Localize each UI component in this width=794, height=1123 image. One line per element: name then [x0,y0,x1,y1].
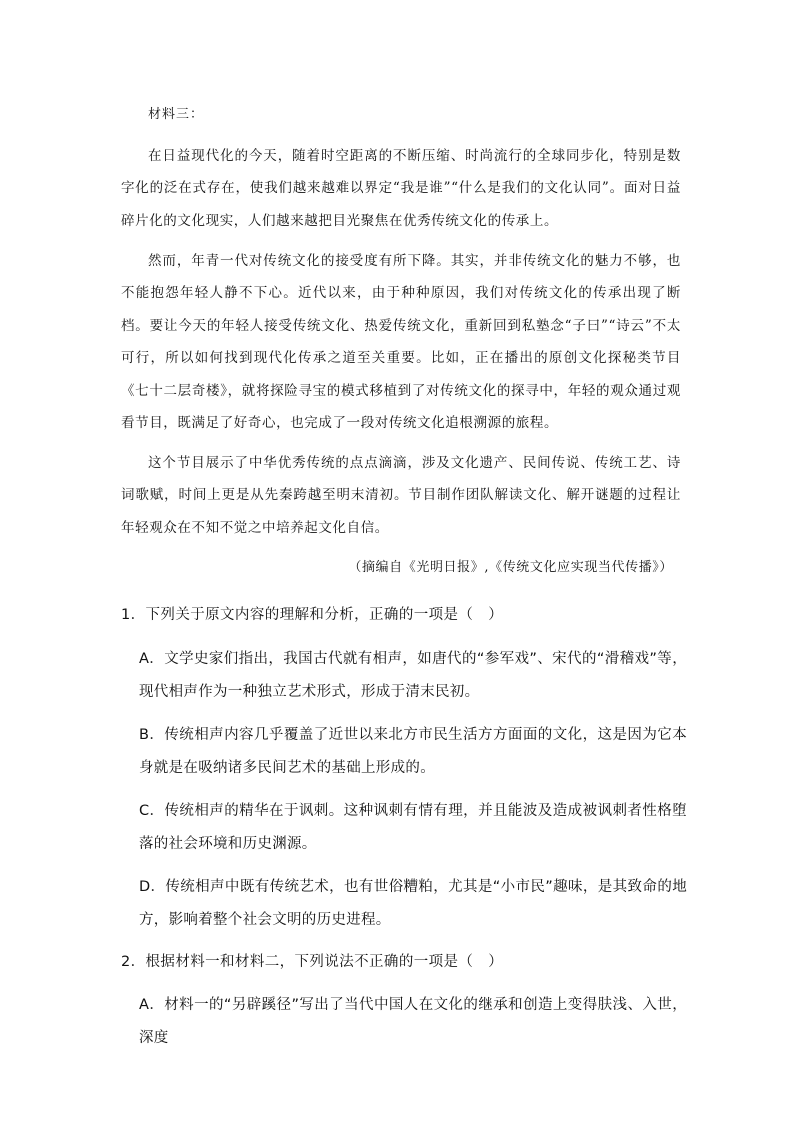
question-1-option-a: A．文学史家们指出，我国古代就有相声，如唐代的“参军戏”、宋代的“滑稽戏”等，现代相声作为一种独立艺术形式，形成于清末民初。 [139,651,687,700]
question-1-option-d: D．传统相声中既有传统艺术，也有世俗糟粕，尤其是“小市民”趣味，是其致命的地方，影响着整个社会文明的历史进程。 [139,879,687,928]
material-title: 材料三： [148,107,205,122]
question-1-stem: 1．下列关于原文内容的理解和分析，正确的一项是（ ） [121,607,504,623]
question-1-option-c: C．传统相声的精华在于讽刺。这种讽刺有情有理，并且能波及造成被讽刺者性格堕落的社会环境和历史渊源。 [139,803,687,852]
material-paragraph-2: 然而，年青一代对传统文化的接受度有所下降。其实，并非传统文化的魅力不够，也不能抱怨年轻人静不下心。近代以来，由于种种原因，我们对传统文化的传承出现了断档。要让今天的年轻人接受传统文化、热爱传统文化，重新回到私塾念“子曰”“诗云”不太可行，所以如何找到现代化传承之道至关重要。比如，正在播出的原创文化探秘类节目《七十二层奇楼》，就将探险寻宝的模式移植到了对传统文化的探寻中，年轻的观众通过观看节目，既满足了好奇心，也完成了一段对传统文化追根溯源的旅程。 [121,253,681,432]
question-2-option-a: A．材料一的“另辟蹊径”写出了当代中国人在文化的继承和创造上变得肤浅、入世，深度 [139,997,687,1046]
question-1-option-b: B．传统相声内容几乎覆盖了近世以来北方市民生活方方面面的文化，这是因为它本身就是在吸纳诸多民间艺术的基础上形成的。 [139,727,687,776]
source-citation: （摘编自《光明日报》,《传统文化应实现当代传播》） [348,560,673,575]
question-2-stem: 2．根据材料一和材料二，下列说法不正确的一项是（ ） [121,954,504,970]
material-paragraph-1: 在日益现代化的今天，随着时空距离的不断压缩、时尚流行的全球同步化，特别是数字化的泛在式存在，使我们越来越难以界定“我是谁”“什么是我们的文化认同”。面对日益碎片化的文化现实，人们越来越把目光聚焦在优秀传统文化的传承上。 [121,148,681,229]
material-paragraph-3: 这个节目展示了中华优秀传统的点点滴滴，涉及文化遗产、民间传说、传统工艺、诗词歌赋，时间上更是从先秦跨越至明末清初。节目制作团队解读文化、解开谜题的过程让年轻观众在不知不觉之中培养起文化自信。 [121,455,681,536]
